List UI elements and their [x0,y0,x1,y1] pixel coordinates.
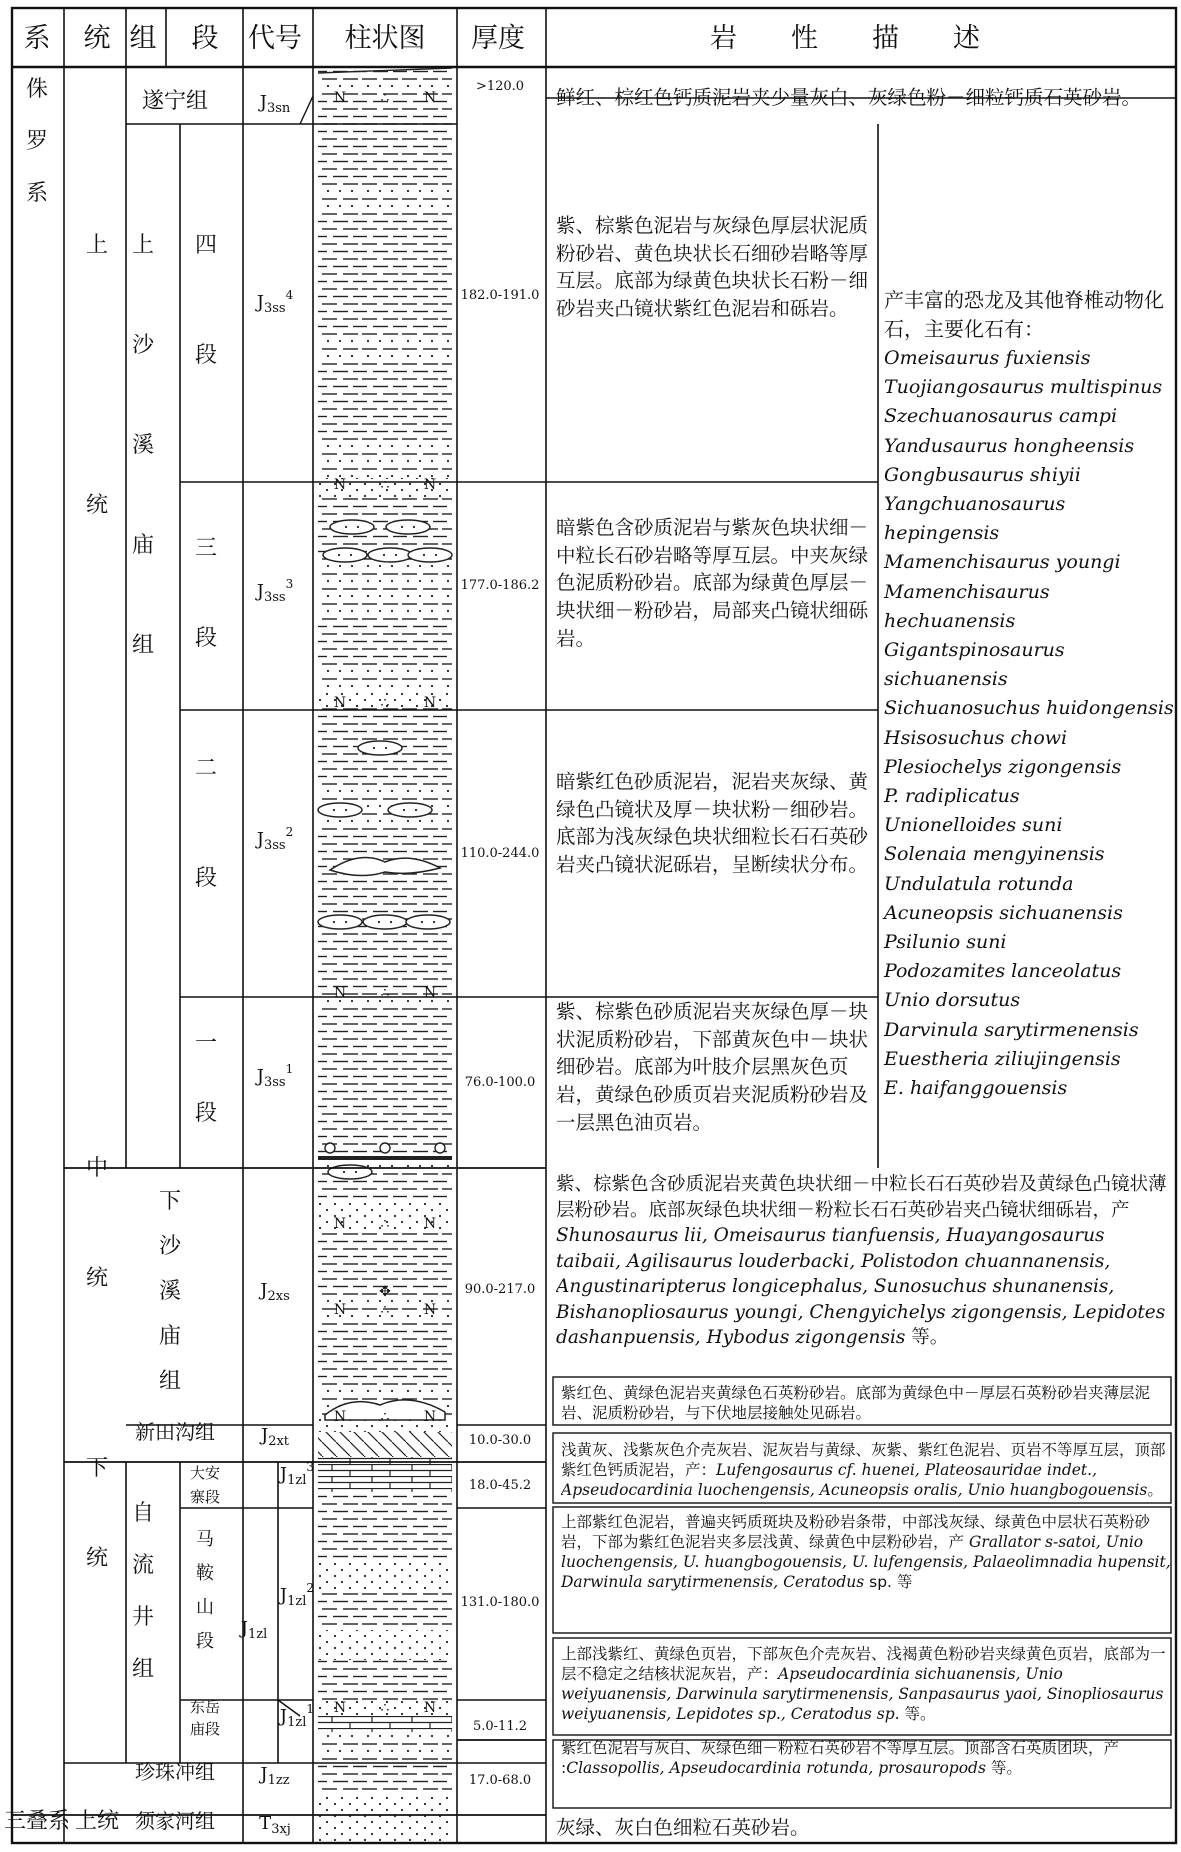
fossil-taxon: Euestheria ziliujingensis [884,1047,1121,1070]
members-dongyuemiao: 东岳庙段 [189,1698,221,1738]
groups-xiashaximiao: 下沙溪庙组 [158,1189,182,1394]
lithology-bed [318,1760,452,1795]
fossil-taxon: Plesiochelys zigongensis [884,755,1122,778]
desc-j1zz-fossils: Classopollis, Apseudocardinia rotunda, prosauropods [566,1759,986,1778]
members-m1: 一段 [194,1031,218,1126]
lithology-bed [318,440,452,478]
systems-triassic: 三叠系 [3,1809,71,1834]
code-j3ss1: $J_{3ss}^1$ [256,1062,294,1090]
desc-j1zl-lower [561,1644,1173,1725]
desc-j2xs [556,1172,1174,1351]
thickness-j3ss2: 110.0-244.0 [460,846,540,861]
desc-j2xs-fossils: Shunosaurus lii, Omeisaurus tianfuensis, Huayangosaurus taibaii, Agilisaurus louderbacki, Polistodon chuannanensis, Angustinaripterus longicephalus, Sunosuchus shunanensis, Bishanopliosaurus youngi, Chengyichelys zigongensis, Lepidotes dashanpuensis, Hybodus zigongensis [556,1225,1166,1349]
lithology-bed [318,330,452,368]
unit-thicknesses [461,79,540,1788]
header-description: 岩 性 描 述 [710,23,980,54]
header-group: 组 [129,23,157,54]
vertical-labels [4,77,220,1834]
lithology-bed [318,660,452,690]
groups-ziliujing: 自流井组 [131,1501,155,1682]
lithology-bed [318,1508,452,1560]
sandstone-symbol: ∴ [380,1700,390,1716]
sandstone-symbol: N [333,1700,347,1716]
fossil-taxon: Solenaia mengyinensis [884,843,1105,866]
desc-j2xt [561,1440,1173,1500]
fossil-taxon: Unio dorsutus [884,989,1021,1012]
concretion-lens [408,548,452,562]
lithology-bed [318,1457,452,1478]
members-m3: 三段 [194,536,218,651]
concretion-lens [368,548,412,562]
sandstone-symbol: N [333,985,347,1001]
lithology-bed [318,1322,452,1380]
desc-j2xs-base: 紫红色、黄绿色泥岩夹黄绿色石英粉砂岩。底部为黄绿色中－厚层石英粉砂岩夹薄层泥岩、泥质粉砂岩，与下伏地层接触处见砾岩。 [561,1384,1151,1423]
lithology-bed [318,1630,452,1660]
sandstone-symbol: N [423,477,437,493]
desc-j2xs-tail: 等。 [905,1327,949,1349]
fossil-taxon: Omeisaurus fuxiensis [884,347,1091,369]
sandstone-symbol: N [423,985,437,1001]
desc-j1zz-main: 紫红色泥岩与灰白、灰绿色细－粉粒石英砂岩不等厚互层。顶部含石英质团块，产 : [561,1739,1120,1778]
fossil-list-intro: 产丰富的恐龙及其他脊椎动物化石，主要化石有： [884,288,1164,341]
lithology-bed [318,190,452,215]
unit-codes [239,92,314,1837]
concretion-lens [363,915,407,929]
code-j3ss3: $J_{3ss}^3$ [256,577,294,605]
fossil-taxon: Mamenchisaurus youngi [884,551,1121,574]
vertebrate-symbol: ✥ [379,1284,391,1300]
fossil-taxon: Yandusaurus hongheensis [884,434,1135,457]
sandstone-symbol: ∴ [380,1302,390,1318]
fossil-taxon: Sichuanosuchus huidongensis [884,697,1174,720]
code-j3ss4: $J_{3ss}^4$ [256,288,294,316]
desc-j1zl-upper [561,1512,1173,1593]
oil-shale-band [318,1156,452,1160]
code-j1zz: $J_{1zz}$ [260,1764,290,1788]
code-j1zl: $J_{1zl}$ [240,1618,268,1642]
code-j1zl2: $J_{1zl}^2$ [279,1581,315,1609]
members-m4: 四段 [194,233,218,368]
fossil-taxon: Unionelloides suni [884,814,1063,837]
code-j1zl3: $J_{1zl}^3$ [279,1460,315,1488]
fossil-taxon: Gigantspinosaurus sichuanensis [884,639,1065,691]
desc-j1zl-upper-main: 上部紫红色泥岩，普遍夹钙质斑块及粉砂岩条带，中部浅灰绿、绿黄色中层状石英粉砂岩，下部为紫红色泥岩夹多层浅黄、绿黄色中层粉砂岩，产 [561,1513,1151,1552]
thickness-j1zl3: 18.0-45.2 [468,1478,532,1493]
sandstone-symbol: ∴ [380,695,390,711]
lithology-bed [318,930,452,990]
thickness-j3ss4: 182.0-191.0 [460,288,540,303]
desc-j3ss3: 暗紫色含砂质泥岩与紫灰色块状细－中粒长石砂岩略等厚互层。中夹灰绿色泥质粉砂岩。底部为绿黄色厚层－块状细－粉砂岩，局部夹凸镜状细砾岩。 [556,516,869,650]
fossil-taxon: Gongbusaurus shiyii [884,463,1081,486]
series_list-lower: 下统 [85,1456,109,1571]
desc-t3xj: 灰绿、灰白色细粒石英砂岩。 [556,1816,810,1839]
desc-j3ss1: 紫、棕紫色砂质泥岩夹灰绿色厚－块状泥质粉砂岩，下部黄灰色中－块状细砂岩。底部为叶肢介层黑灰色页岩，黄绿色砂质页岩夹泥质粉砂岩及一层黑色油页岩。 [556,1000,869,1134]
lithology-bed [318,1590,452,1630]
fossil-taxon: Hsisosuchus chowi [884,726,1068,749]
fossil-taxon: Szechuanosaurus campi [884,405,1118,428]
header-member: 段 [191,23,219,54]
fossil-taxon: E. haifanggouensis [884,1077,1068,1100]
fossil-list-panel [884,286,1174,1103]
thickness-j2xs: 90.0-217.0 [464,1282,536,1297]
lithology-bed [318,1732,452,1760]
desc-j1zl-upper-tail: sp. 等 [864,1573,913,1592]
thickness-j3ss3: 177.0-186.2 [460,578,540,593]
header-thickness: 厚度 [471,23,525,54]
header-code: 代号 [248,23,302,54]
code-t3xj: $T_{3xj}$ [259,1813,291,1837]
concretion-lens [323,548,367,562]
thickness-j1zl1: 5.0-11.2 [472,1719,528,1734]
systems-jurassic: 侏罗系 [25,77,49,206]
concretion-lens [406,915,450,929]
sandstone-symbol: N [333,1409,347,1425]
concretion-lens [330,520,374,534]
sandstone-symbol: N [333,477,347,493]
sandstone-symbol: N [333,1302,347,1318]
lithology-bed [318,1178,452,1202]
lithology-column [318,68,452,1843]
fossil-shell-symbol [325,1143,335,1153]
code-j2xs: $J_{2xs}$ [260,1280,290,1304]
desc-j2xt-fossils: Lufengosaurus cf. huenei, Plateosauridae indet., Apseudocardinia luochengensis, Acuneopsis oralis, Unio huangbogouensis [561,1461,1148,1500]
lithology-bed [318,1560,452,1590]
sandstone-symbol: ∴ [380,477,390,493]
lithology-bed [318,1716,452,1732]
fossil-taxon: Undulatula rotunda [884,872,1074,895]
concretion-lens [358,741,402,755]
fossil-shell-symbol [435,1143,445,1153]
sandstone-symbol: N [423,1700,437,1716]
thickness-j3ss1: 76.0-100.0 [464,1075,536,1090]
sandstone-symbol: ∴ [380,1216,390,1232]
lithology-bed [318,1478,452,1492]
desc-j2xt-tail: 。 [1147,1481,1163,1500]
lithology-bed [318,1660,452,1700]
lithology-bed [318,122,452,190]
header-system: 系 [23,23,51,54]
fossil-taxon: Mamenchisaurus hechuanensis [884,580,1050,632]
desc-j1zl-lower-tail: 等。 [899,1705,936,1724]
code-j3ss2: $J_{3ss}^2$ [256,825,294,853]
concretion-lens [386,520,430,534]
desc-j1zz-tail: 等。 [985,1759,1022,1778]
lithology-bed [318,1432,452,1457]
groups-shangshaximiao: 上沙溪庙组 [131,233,155,658]
fossil-taxon: Darvinula sarytirmenensis [884,1018,1139,1041]
fossil-shell-symbol [380,1143,390,1153]
fossil-taxa-list [884,344,1174,1103]
desc-j2xt-main: 浅黄灰、浅紫灰色介壳灰岩、泥灰岩与黄绿、灰紫、紫红色泥岩、页岩不等厚互层，顶部紫红色钙质泥岩，产： [561,1441,1166,1480]
desc-j3sn: 鲜红、棕红色钙质泥岩夹少量灰白、灰绿色粉－细粒钙质石英砂岩。 [556,86,1142,109]
fossil-taxon: P. radiplicatus [884,785,1020,808]
sandstone-symbol: N [423,1216,437,1232]
fossil-taxon: Psilunio suni [884,931,1007,954]
thickness-j1zz: 17.0-68.0 [468,1773,532,1788]
sandstone-symbol: N [333,1216,347,1232]
concretion-lens [318,915,362,929]
concretion-lens [318,803,362,817]
header-column: 柱状图 [344,23,426,54]
members-daanzhai: 大安寨段 [189,1464,221,1506]
fossil-taxon: Acuneopsis sichuanensis [884,901,1123,924]
sandstone-symbol: N [423,1302,437,1318]
code-j2xt: $J_{2xt}$ [260,1425,290,1449]
sandstone-symbol: N [423,90,437,106]
thickness-j3sn: >120.0 [475,79,525,94]
code-j3sn: $J_{3sn}$ [259,92,291,116]
desc-j2xs-main: 紫、棕紫色含砂质泥岩夹黄色块状细－中粒长石石英砂岩及黄绿色凸镜状薄层粉砂岩。底部灰绿色块状细－粉粒长石石英砂岩夹凸镜状细砾岩，产 [556,1174,1167,1221]
fossil-taxon: Tuojiangosaurus multispinus [884,376,1163,399]
members-maanshan: 马鞍山段 [196,1529,214,1652]
lithology-bed [318,560,452,620]
groups-xujiahe: 须家河组 [135,1809,215,1833]
desc-j3ss2: 暗紫红色砂质泥岩，泥岩夹灰绿、黄绿色凸镜状及厚－块状粉－细砂岩。底部为浅灰绿色块状细粒长石石英砂岩夹凸镜状泥砾岩，呈断续状分布。 [556,770,869,877]
lithology-bed [318,1795,452,1843]
desc-j3ss4: 紫、棕紫色泥岩与灰绿色厚层状泥质粉砂岩、黄色块状长石细砂岩略等厚互层。底部为绿黄色块状长石粉－细砂岩夹凸镜状紫红色泥岩和砾岩。 [556,214,869,321]
lithology-bed [318,368,452,440]
sandstone-symbol: ∴ [380,90,390,106]
sandstone-symbol: N [423,1409,437,1425]
header-series: 统 [83,23,111,54]
desc-j1zz [561,1738,1173,1778]
table-labels [24,23,981,54]
desc-j1zl-lower-main: 上部浅紫红、黄绿色页岩，下部灰色介壳灰岩、浅褐黄色粉砂岩夹绿黄色页岩，底部为一层不稳定之结核状泥灰岩，产： [561,1645,1166,1684]
fossil-taxon: Yangchuanosaurus hepingensis [884,493,1066,545]
code-j1zl1: $J_{1zl}^1$ [279,1702,315,1730]
sandstone-symbol: ∴ [380,1409,390,1425]
series_list-upper: 上统 [85,233,109,518]
desc-j1zl-lower-fossils: Apseudocardinia sichuanensis, Unio weiyuanensis, Darwinula sarytirmenensis, Sanpasaurus yaoi, Sinopliosaurus weiyuanensis, Lepidotes sp., Ceratodus sp. [561,1665,1164,1724]
thickness-j2xt: 10.0-30.0 [468,1433,532,1448]
sandstone-symbol: N [333,695,347,711]
desc-j1zl-upper-fossils: Grallator s-satoi, Unio luochengensis, U. huangbogouensis, U. lufengensis, Palaeolimnadia hupensit, Darwinula sarytirmenensis, Ceratodus [561,1533,1171,1592]
lithology-bed [318,215,452,330]
sandstone-symbol: ∴ [380,985,390,1001]
sandstone-symbol: N [423,695,437,711]
series_list-middle: 中统 [85,1156,109,1291]
lithology-bed [318,620,452,660]
concretion-lens [388,803,432,817]
lithology-bed [318,1492,452,1508]
groups-xintiangou: 新田沟组 [135,1420,215,1444]
fossil-taxon: Podozamites lanceolatus [884,960,1122,983]
members-m2: 二段 [194,756,218,891]
sandstone-symbol: N [333,90,347,106]
series_list-tri-upper: 上统 [74,1809,120,1834]
groups-suining: 遂宁组 [141,89,209,114]
groups-zhenzhuchong: 珍珠冲组 [135,1760,215,1784]
lithology-bed [318,1010,452,1160]
thickness-j1zl2: 131.0-180.0 [460,1595,540,1610]
